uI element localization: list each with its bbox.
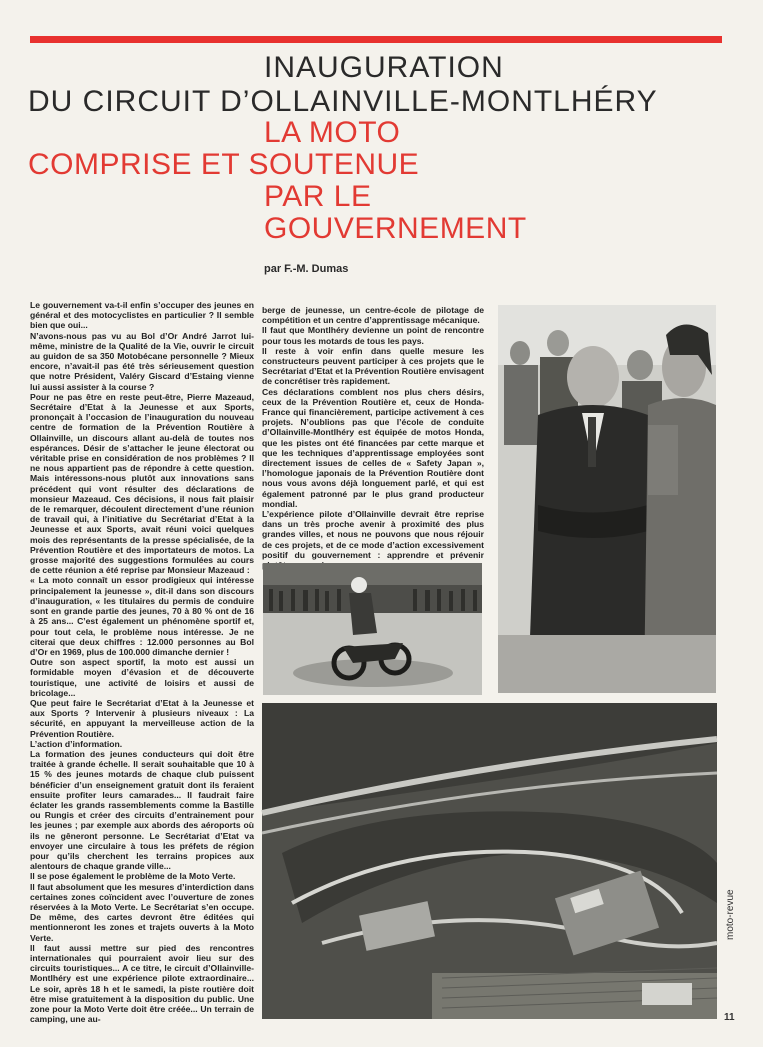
subheadline-line-4: GOUVERNEMENT [264, 212, 527, 245]
paragraph: Que peut faire le Secrétariat d’Etat à la Jeunesse et aux Sports ? Intervenir à plusieurs niveaux : La sécurité, en appuyant la merveilleuse action de la Prévention Routière. [30, 697, 254, 739]
paragraph: Il reste à voir enfin dans quelle mesure les constructeurs peuvent participer à ces projets que le Secrétariat d’Etat et la Prévention Routière envisagent de concrétiser très rapidement. [262, 345, 484, 387]
paragraph: « La moto connaît un essor prodigieux qui intéresse principalement la jeunesse », dit-il dans son discours d’inauguration, « les titulaires du permis de conduire sont en grande partie des jeunes, 70 à 80 % ont de 16 à 25 ans... C’est également un phénomène sportif et, pour tout cela, le problème nous intéresse. Je ne citerai que deux chiffres : 12.000 personnes au Bol d’Or en 1969, plus de 100.000 dimanche dernier ! [30, 575, 254, 657]
officials-photo [498, 305, 716, 693]
motorcycle-photo-art [263, 563, 482, 695]
motorcycle-photo [263, 563, 482, 695]
subheadline-line-3: PAR LE [264, 180, 372, 213]
paragraph: Pour ne pas être en reste peut-être, Pierre Mazeaud, Secrétaire d’Etat à la Jeunesse et aux Sports, prononçait à l’occasion de l’inauguration du nouveau centre de formation de la Prévention Routière à Ollainville, un discours allant au-delà de toutes nos espérances. Désir de s’attacher le jeune électorat ou véritable prise en considération de nos problèmes ? Il ne nous appartient pas de répondre à cette question. Mais intéressons-nous plutôt aux innovations sans précédent qui vont résulter des déclarations de monsieur Mazeaud. Ces décisions, il nous fait plaisir de le remarquer, découlent directement d’une réunion de travail qui, à l’initiative du Secrétariat d’Etat à la Jeunesse et aux Sports, avait réuni voici quelques mois des représentants de la presse spécialisée, de la Prévention Routière et des importateurs de motos. La grosse majorité des suggestions formulées au cours de cette réunion a été reprise par Monsieur Mazeaud : [30, 391, 254, 576]
headline [0, 51, 763, 119]
paragraph: L’action d’information. [30, 738, 123, 749]
subheadline [0, 117, 763, 245]
officials-photo-art [498, 305, 716, 693]
paragraph: Ces déclarations comblent nos plus chers désirs, ceux de la Prévention Routière et, ceux de Honda-France qui financièrement, participe activement à ces projets. N’oublions pas que l’école de conduite d’Ollainville-Montlhéry est équipée de motos Honda, que les pistes ont été financées par cette marque et que les techniques d’apprentissage employées sont directement issues de celles de « Safety Japan », l’homologue japonais de la Prévention Routière dont nous vous avons déjà longuement parlé, et qui est également patronné par le plus grand producteur mondial. [262, 386, 484, 509]
paragraph: Il se pose également le problème de la Moto Verte. [30, 871, 236, 882]
aerial-circuit-photo-art [262, 703, 717, 1019]
paragraph: N’avons-nous pas vu au Bol d’Or André Jarrot lui-même, ministre de la Qualité de la Vie, ouvrir le circuit au guidon de sa 350 Motobécane personnelle ? Mieux encore, n’avait-il pas été très sérieusement question que notre Président, Valéry Giscard d’Estaing vienne lui aussi assister à la course ? [30, 330, 254, 392]
paragraph: L’expérience pilote d’Ollainville devrait être reprise dans un très proche avenir à proximité des plus grandes villes, et nous ne pouvons que nous réjouir de ces projets, et de ce mode d’action excessivement positif du gouvernement : apprendre et prévenir [262, 509, 484, 560]
paragraph: Il faut que Montlhéry devienne un point de rencontre pour tous les motards de tous les pays. [262, 325, 484, 346]
headline-line-2: DU CIRCUIT D’OLLAINVILLE-MONTLHÉRY [28, 85, 658, 118]
magazine-name: moto-revue [725, 889, 736, 940]
paragraph: Outre son aspect sportif, la moto est aussi un formidable moyen d’évasion et de découverte touristique, une activité de loisirs et aussi de bricolage... [30, 657, 254, 698]
paragraph: La formation des jeunes conducteurs qui doit être traitée à grande échelle. Il serait souhaitable que 10 à 15 % des jeunes motards de chaque club puissent bénéficier d’un enseignement gratuit dont ils feraient ensuite profiter leurs camarades... Il faudrait faire éclater les grands rassemblements comme la Bastille ou Rungis et créer des circuits d’entrainement pour les jeunes ; par exemple aux abords des aéroports où ils ne gêneront personne. Le Secrétariat d’Etat va envoyer une circulaire à tous les préfets de région pour qu’ils cherchent les terrains propices aux alentours de chaque grande ville... [30, 748, 254, 872]
aerial-circuit-photo [262, 703, 717, 1019]
paragraph: Le gouvernement va-t-il enfin s’occuper des jeunes en général et des motocyclistes en particulier ? Il semble bien que oui... [30, 300, 254, 331]
article-column-2 [262, 305, 484, 563]
paragraph: Il faut aussi mettre sur pied des rencontres internationales qui pourraient avoir lieu sur des circuits touristiques... A ce titre, le circuit d’Ollainville-Montlhéry est une expérience pilote extraordinaire... Le soir, après 18 h et le samedi, la piste routière doit être mise gratuitement à la disposition du public. Une zone pour la Moto Verte doit être créée... Un terrain de camping, une au- [30, 942, 254, 1025]
subheadline-line-2: COMPRISE ET SOUTENUE [28, 148, 420, 181]
paragraph: Il faut absolument que les mesures d’interdiction dans certaines zones coïncident avec l’ouverture de zones réservées à la Moto Verte. Le Secrétariat s’en occupe. De même, des cartes devront être éditées qui mentionneront les zones et trajets ouverts à la Moto Verte. [30, 881, 254, 943]
page-number: 11 [724, 1012, 735, 1023]
article-column-1 [30, 300, 254, 1025]
byline: par F.-M. Dumas [264, 263, 349, 275]
headline-line-1: INAUGURATION [264, 51, 504, 84]
paragraph: berge de jeunesse, un centre-école de pilotage de compétition et un centre d’apprentissage mécanique. [262, 305, 484, 326]
subheadline-line-1: LA MOTO [264, 116, 401, 149]
top-red-rule [30, 36, 722, 43]
